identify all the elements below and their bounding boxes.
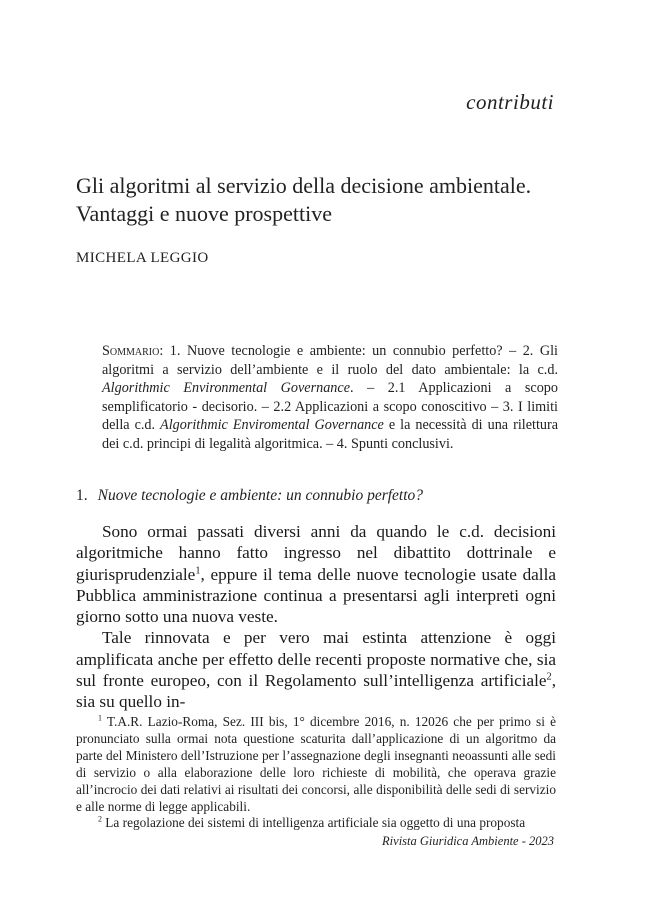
journal-footer: Rivista Giuridica Ambiente - 2023 [382, 834, 554, 848]
footnote-ref-1[interactable]: 1 [195, 564, 201, 576]
summary-label: Sommario: [102, 343, 164, 359]
paragraph-1-text-a: Sono ormai passati diversi anni da quando le c.d. decisioni algoritmiche hanno fatto ingresso nel dibattito dottrinale e giurisprudenziale [76, 522, 556, 584]
section-heading [76, 487, 423, 505]
footnotes [76, 714, 556, 832]
paragraph-1-text-b: , eppure il tema delle nuove tecnologie usate dalla Pubblica amministrazione continua a presentarsi agli interpreti ogni giorno sotto una nuova veste. [76, 564, 556, 627]
paragraph-2-text-b: , sia su quello in- [76, 671, 556, 712]
footnote-2-text: La regolazione dei sistemi di intelligenza artificiale sia oggetto di una proposta [101, 815, 526, 831]
author-name: MICHELA LEGGIO [76, 250, 209, 266]
section-number: 1. [76, 487, 88, 504]
footnote-2 [76, 815, 556, 832]
body-text [76, 521, 556, 713]
article-title [76, 172, 596, 228]
paragraph [76, 521, 556, 627]
article-title-line-1: Gli algoritmi al servizio della decisione ambientale. [76, 173, 532, 198]
footnote-ref-2[interactable]: 2 [546, 671, 552, 683]
footnote-2-mark: 2 [98, 815, 102, 825]
summary-italic-b: Algorithmic Enviromental Governance [160, 417, 384, 434]
footnote-1-mark: 1 [98, 713, 102, 723]
article-title-line-2: Vantaggi e nuove prospettive [76, 201, 332, 226]
summary-text-a: 1. Nuove tecnologie e ambiente: un connubio perfetto? – 2. Gli algoritmi a servizio dell’ambiente e il ruolo del dato ambientale: la c.d. [102, 343, 558, 378]
summary-text-b: . – 2.1 Applicazioni a scopo semplificatorio - decisorio. – 2.2 Applicazioni a scopo conoscitivo – 3. I limiti della c.d. [102, 380, 558, 434]
summary-italic-a: Algorithmic Environmental Governance [102, 380, 350, 397]
section-tag: contributi [466, 90, 554, 114]
paragraph [76, 627, 556, 712]
summary-text-c: e la necessità di una rilettura dei c.d. principi di legalità algoritmica. – 4. Spunti conclusivi. [102, 417, 558, 452]
footnote-1-text: T.A.R. Lazio-Roma, Sez. III bis, 1° dicembre 2016, n. 12026 che per primo si è pronunciato sulla ormai nota questione scaturita dall’applicazione di un algoritmo da parte del Ministero dell’Istruzione per l’assegnazione degli insegnanti neoassunti alle sedi di servizio o alla elaborazione delle loro richieste di mobilità, che operava grazie all’incrocio dei dati relativi ai risultati dei concorsi, alle disponibilità delle sedi di servizio e alle norme di legge applicabili. [76, 714, 556, 814]
summary-abstract [102, 342, 558, 454]
section-title: Nuove tecnologie e ambiente: un connubio perfetto? [97, 487, 424, 504]
footnote-1 [76, 714, 556, 815]
paragraph-2-text-a: Tale rinnovata e per vero mai estinta attenzione è oggi amplificata anche per effetto delle recenti proposte normative che, sia sul fronte europeo, con il Regolamento sull’intelligenza artificiale [76, 628, 556, 691]
